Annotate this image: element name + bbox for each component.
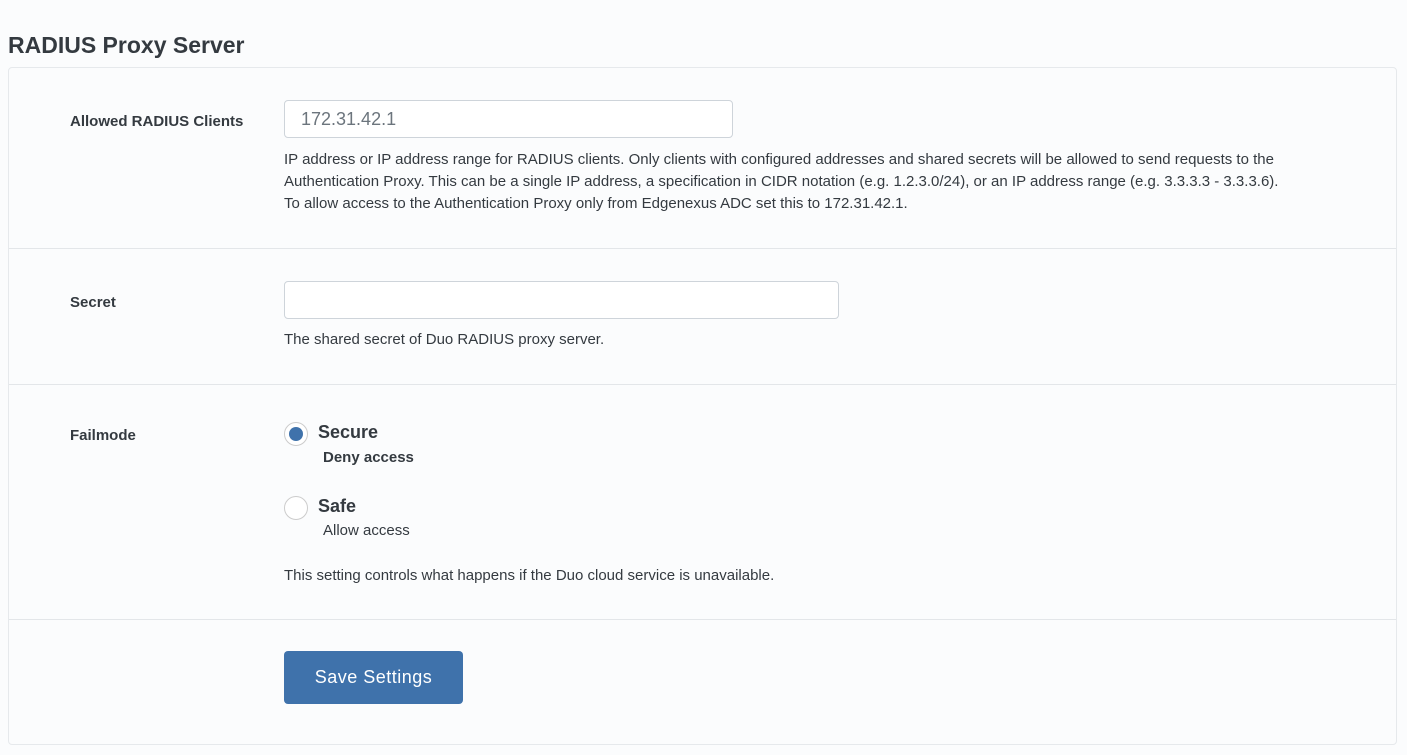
failmode-help: This setting controls what happens if the Duo cloud service is unavailable. <box>284 567 775 584</box>
radio-safe-label[interactable]: Safe <box>318 496 357 516</box>
radio-secure-label[interactable]: Secure <box>318 422 379 442</box>
radio-secure-sub: Deny access <box>323 449 414 466</box>
clients-row <box>9 68 1396 249</box>
secret-help: The shared secret of Duo RADIUS proxy server. <box>284 331 605 348</box>
radio-secure[interactable] <box>284 422 308 446</box>
clients-label: Allowed RADIUS Clients <box>70 113 244 130</box>
failmode-label: Failmode <box>70 427 136 444</box>
clients-help: IP address or IP address range for RADIUS clients. Only clients with configured addresses and shared secrets will be allowed to send requests to the Authentication Proxy. This can be a single IP address, a specification in CIDR notation (e.g. 1.2.3.0/24), or an IP address range (e.g. 3.3.3.3 - 3.3.3.6). To allow access to the Authentication Proxy only from Edgenexus ADC set this to 172.31.42.1. <box>284 151 1279 212</box>
failmode-row <box>9 385 1396 620</box>
radio-safe[interactable] <box>284 496 308 520</box>
settings-card <box>8 67 1397 745</box>
save-settings-button[interactable]: Save Settings <box>284 651 463 704</box>
secret-input[interactable] <box>284 281 839 319</box>
secret-label: Secret <box>70 294 116 311</box>
secret-row <box>9 249 1396 385</box>
clients-input[interactable] <box>284 100 733 138</box>
radio-safe-sub: Allow access <box>323 522 410 539</box>
page-title: RADIUS Proxy Server <box>8 32 245 58</box>
